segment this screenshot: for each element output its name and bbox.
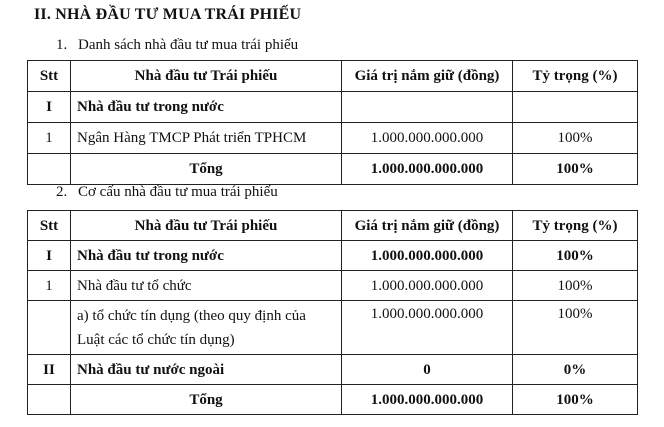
cell-value: 1.000.000.000.000 <box>342 154 513 185</box>
subsection-title-text: Danh sách nhà đầu tư mua trái phiếu <box>78 37 299 53</box>
header-percent: Tỷ trọng (%) <box>513 211 638 241</box>
cell-value: 1.000.000.000.000 <box>342 241 513 271</box>
cell-investor: Nhà đầu tư trong nước <box>71 92 342 123</box>
cell-value <box>342 92 513 123</box>
header-value: Giá trị nắm giữ (đồng) <box>342 61 513 92</box>
table-total-row <box>28 385 638 415</box>
cell-value: 1.000.000.000.000 <box>342 271 513 301</box>
cell-investor: Ngân Hàng TMCP Phát triển TPHCM <box>71 123 342 154</box>
cell-investor: Nhà đầu tư nước ngoài <box>71 355 342 385</box>
cell-investor: Tổng <box>71 385 342 415</box>
subsection-title-2 <box>56 184 278 201</box>
cell-percent: 100% <box>513 123 638 154</box>
cell-stt: I <box>28 241 71 271</box>
table-row <box>28 123 638 154</box>
cell-stt <box>28 385 71 415</box>
subsection-number: 1. <box>56 37 68 53</box>
cell-percent: 100% <box>513 241 638 271</box>
cell-investor: Nhà đầu tư tổ chức <box>71 271 342 301</box>
cell-value: 0 <box>342 355 513 385</box>
cell-percent: 0% <box>513 355 638 385</box>
cell-value: 1.000.000.000.000 <box>342 301 513 355</box>
header-value: Giá trị nắm giữ (đồng) <box>342 211 513 241</box>
investor-structure-table <box>27 210 638 415</box>
subsection-title-text: Cơ cấu nhà đầu tư mua trái phiếu <box>78 184 278 200</box>
table-row <box>28 241 638 271</box>
cell-stt <box>28 301 71 355</box>
header-investor: Nhà đầu tư Trái phiếu <box>71 61 342 92</box>
cell-investor: Nhà đầu tư trong nước <box>71 241 342 271</box>
cell-stt <box>28 154 71 185</box>
cell-percent <box>513 92 638 123</box>
table-total-row <box>28 154 638 185</box>
cell-value: 1.000.000.000.000 <box>342 123 513 154</box>
table-header-row <box>28 211 638 241</box>
cell-stt: II <box>28 355 71 385</box>
header-stt: Stt <box>28 211 71 241</box>
cell-investor: Tổng <box>71 154 342 185</box>
cell-stt: 1 <box>28 271 71 301</box>
cell-percent: 100% <box>513 385 638 415</box>
header-percent: Tỷ trọng (%) <box>513 61 638 92</box>
table-row <box>28 355 638 385</box>
subsection-title-1 <box>56 37 298 54</box>
table-header-row <box>28 61 638 92</box>
table-row <box>28 271 638 301</box>
header-stt: Stt <box>28 61 71 92</box>
cell-value: 1.000.000.000.000 <box>342 385 513 415</box>
table-row <box>28 92 638 123</box>
cell-stt: I <box>28 92 71 123</box>
cell-stt: 1 <box>28 123 71 154</box>
header-investor: Nhà đầu tư Trái phiếu <box>71 211 342 241</box>
cell-percent: 100% <box>513 271 638 301</box>
section-heading: II. NHÀ ĐẦU TƯ MUA TRÁI PHIẾU <box>34 6 302 23</box>
investor-list-table <box>27 60 638 185</box>
cell-percent: 100% <box>513 154 638 185</box>
subsection-number: 2. <box>56 184 68 200</box>
cell-percent: 100% <box>513 301 638 355</box>
table-row <box>28 301 638 355</box>
cell-investor: a) tổ chức tín dụng (theo quy định của Luật các tổ chức tín dụng) <box>71 301 342 355</box>
